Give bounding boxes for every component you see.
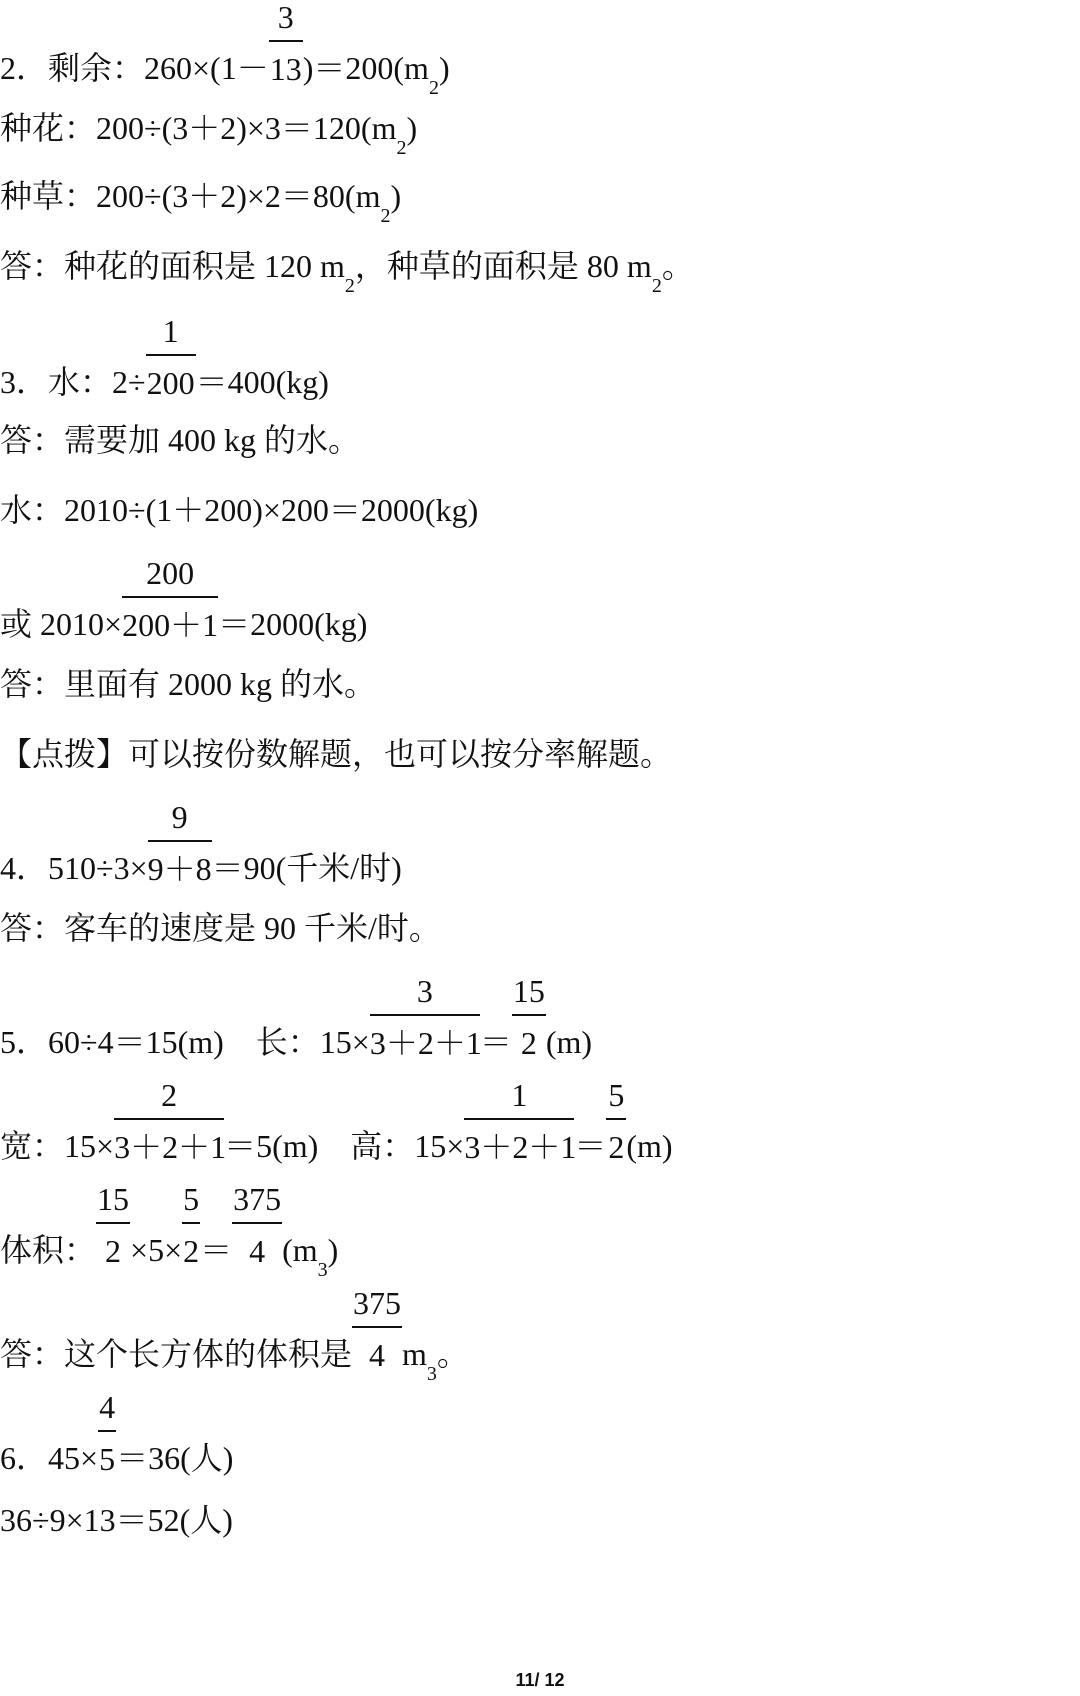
text: ，种草的面积是 80 m (354, 248, 652, 284)
denominator: 200＋1 (122, 607, 219, 643)
numerator: 1 (464, 1078, 574, 1120)
text: 答：里面有 2000 kg 的水。 (0, 666, 377, 702)
numerator: 15 (512, 974, 546, 1016)
text: ) (438, 50, 450, 86)
water-calc-alt (0, 555, 368, 644)
text: 宽：15× (0, 1128, 115, 1164)
denominator: 5 (99, 1441, 116, 1477)
denominator: 3＋2＋1 (464, 1129, 577, 1165)
fraction (352, 1285, 402, 1374)
text: 水：2010÷(1＋200)×200＝2000(kg) (0, 492, 479, 528)
fraction (98, 1389, 116, 1478)
numerator: 375 (232, 1182, 282, 1224)
fraction (147, 799, 212, 888)
answer-3a (0, 420, 360, 460)
numerator: 3 (370, 974, 480, 1016)
denominator: 3＋2＋1 (114, 1129, 227, 1165)
text: 4．510÷3× (0, 850, 148, 886)
numerator: 15 (96, 1182, 130, 1224)
q5-width-height (0, 1077, 673, 1166)
answer-2: 答：种花的面积是 120 m 2 ，种草的面积是 80 m 2 。 (0, 248, 694, 297)
text: ＝ (200, 1232, 233, 1268)
q4-speed (0, 799, 402, 888)
text: 6．45× (0, 1440, 99, 1476)
flowers-area: 种花：200÷(3＋2)×3＝120(m 2 ) (0, 110, 418, 159)
fraction (606, 1077, 626, 1166)
numerator: 9 (148, 800, 212, 842)
denominator: 200 (146, 365, 195, 401)
fraction (232, 1181, 282, 1270)
numerator: 1 (146, 314, 196, 356)
answer-5: 答：这个长方体的体积是 $\frac{375}{4}$ m 3 。 (0, 1285, 469, 1385)
answer-3b (0, 664, 376, 704)
numerator: 4 (98, 1390, 116, 1432)
text: 答：客车的速度是 90 千米/时。 (0, 910, 441, 946)
fraction (182, 1181, 200, 1270)
q2-remaining: 2．剩余：260×(1－ $\frac{3}{13}$ )＝200(m 2 ) (0, 0, 450, 99)
text: ＝36(人) (116, 1440, 234, 1476)
text: 答：需要加 400 kg 的水。 (0, 422, 361, 458)
text: ) (327, 1232, 339, 1268)
text: (m) (626, 1128, 673, 1164)
denominator: 2 (520, 1025, 537, 1061)
hint (0, 734, 672, 774)
text: ＝ (479, 1024, 512, 1060)
text: 5．60÷4＝15(m) 长：15× (0, 1024, 370, 1060)
text: ) (406, 110, 418, 146)
water-calc (0, 490, 478, 530)
denominator: 13 (269, 51, 302, 87)
fraction (369, 973, 482, 1062)
q6-result (0, 1500, 233, 1540)
text: 【点拨】可以按份数解题，也可以按分率解题。 (0, 736, 673, 772)
fraction (122, 555, 219, 644)
denominator: 4 (249, 1233, 266, 1269)
text: 答：这个长方体的体积是 (0, 1336, 353, 1372)
denominator: 3＋2＋1 (369, 1025, 482, 1061)
text: 种草：200÷(3＋2)×2＝80(m (0, 178, 381, 214)
text: (m (282, 1232, 318, 1268)
text: (m) (545, 1024, 593, 1060)
answer-4 (0, 908, 441, 948)
text: 3．水：2÷ (0, 364, 146, 400)
text: 答：种花的面积是 120 m (0, 248, 345, 284)
fraction (96, 1181, 130, 1270)
numerator: 5 (182, 1182, 200, 1224)
denominator: 9＋8 (147, 851, 212, 887)
denominator: 2 (183, 1233, 200, 1269)
q6-people (0, 1389, 234, 1478)
q5-volume: 体积： $\frac{15}{2}$ ×5× $\frac{5}{2}$ ＝ $\frac{375}{4}$ (m 3 ) (0, 1181, 339, 1281)
grass-area: 种草：200÷(3＋2)×2＝80(m 2 ) (0, 178, 402, 227)
q3-water (0, 313, 329, 402)
numerator: 3 (269, 0, 303, 42)
numerator: 375 (352, 1286, 402, 1328)
fraction (146, 313, 196, 402)
fraction (512, 973, 546, 1062)
text: ＝90(千米/时) (211, 850, 402, 886)
text: ＝ (574, 1128, 607, 1164)
text: 或 2010× (0, 606, 123, 642)
fraction (464, 1077, 577, 1166)
text: ＝400(kg) (195, 364, 329, 400)
text: ×5× (130, 1232, 183, 1268)
page-number: 11/ 12 (515, 1670, 565, 1690)
fraction (269, 0, 303, 88)
text: ＝2000(kg) (218, 606, 368, 642)
numerator: 200 (122, 556, 218, 598)
fraction (114, 1077, 227, 1166)
text: 。 (436, 1336, 469, 1372)
denominator: 2 (105, 1233, 122, 1269)
text: ＝5(m) 高：15× (224, 1128, 465, 1164)
text: 2．剩余：260×(1－ (0, 50, 269, 86)
text: 。 (661, 248, 694, 284)
text: ) (390, 178, 402, 214)
text: 种花：200÷(3＋2)×3＝120(m (0, 110, 397, 146)
text: m (402, 1336, 427, 1372)
denominator: 2 (608, 1129, 625, 1165)
numerator: 5 (606, 1078, 626, 1120)
text: 体积： (0, 1232, 97, 1268)
text: 36÷9×13＝52(人) (0, 1502, 233, 1538)
q5-length (0, 973, 593, 1062)
numerator: 2 (114, 1078, 224, 1120)
denominator: 4 (369, 1337, 386, 1373)
text: )＝200(m (302, 50, 429, 86)
